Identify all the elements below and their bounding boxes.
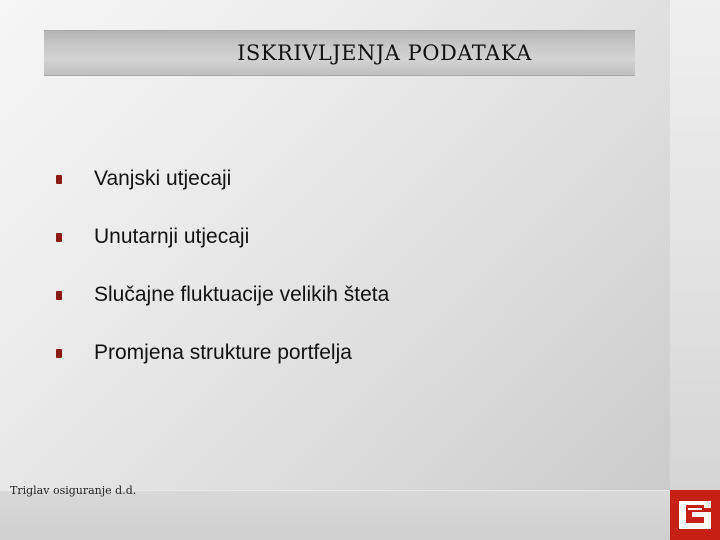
list-item xyxy=(56,150,389,208)
slide-title: ISKRIVLJENJA PODATAKA xyxy=(237,41,532,65)
bullet-marker-icon xyxy=(56,228,94,246)
list-item xyxy=(56,208,389,266)
bullet-marker-icon xyxy=(56,170,94,188)
bullet-marker-icon xyxy=(56,286,94,304)
bullet-marker-icon xyxy=(56,344,94,362)
triglav-logo-shape-icon xyxy=(676,498,714,532)
bullet-text: Slučajne fluktuacije velikih šteta xyxy=(94,283,390,306)
footer-band xyxy=(0,490,670,540)
list-item xyxy=(56,324,389,382)
bullet-text: Vanjski utjecaji xyxy=(94,167,232,190)
bullet-list xyxy=(56,150,389,382)
triglav-logo-icon xyxy=(670,490,720,540)
bullet-text: Promjena strukture portfelja xyxy=(94,341,352,364)
right-decorative-strip xyxy=(670,0,720,540)
bullet-text: Unutarnji utjecaji xyxy=(94,225,250,248)
title-bar xyxy=(44,30,635,76)
footer-company-name: Triglav osiguranje d.d. xyxy=(10,484,137,497)
list-item xyxy=(56,266,389,324)
